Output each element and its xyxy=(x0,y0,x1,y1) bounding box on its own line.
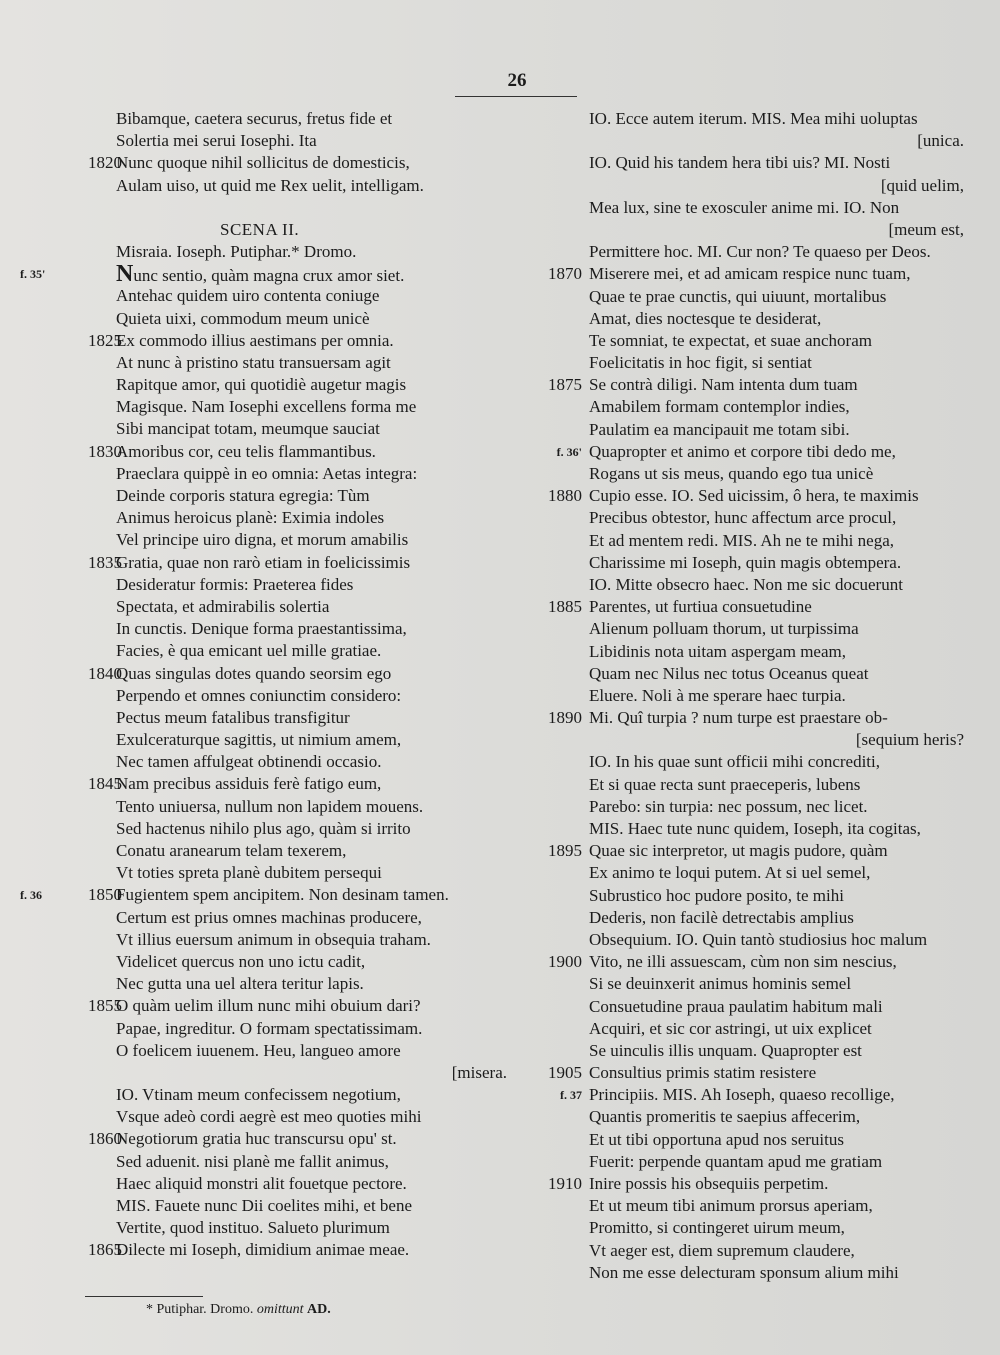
line-number: 1830 xyxy=(88,441,122,461)
verse-line xyxy=(522,774,980,796)
verse-text: Conatu aranearum telam texerem, xyxy=(116,841,347,860)
verse-text: Precibus obtestor, hunc affectum arce procul, xyxy=(589,508,897,528)
verse-text: Rogans ut sis meus, quando ego tua unicè xyxy=(589,464,874,483)
page-number: 26 xyxy=(507,70,527,91)
verse-line xyxy=(20,241,515,263)
verse-line xyxy=(20,1151,515,1173)
verse-line xyxy=(20,1239,515,1261)
line-number: 1855 xyxy=(88,996,122,1016)
verse-text: IO. Ecce autem iterum. MIS. Mea mihi uoluptas xyxy=(589,109,918,128)
right-text-column xyxy=(522,108,980,1284)
verse-text: Perpendo et omnes coniunctim considero: xyxy=(116,685,402,705)
verse-text: Alienum polluam thorum, ut turpissima xyxy=(589,619,859,639)
verse-text xyxy=(116,263,404,287)
line-number: 1825 xyxy=(88,330,122,350)
verse-text: Promitto, si contingeret uirum meum, xyxy=(589,1218,845,1238)
verse-line xyxy=(20,418,515,440)
line-number: 1860 xyxy=(88,1129,122,1149)
verse-text: Deinde corporis statura egregia: Tùm xyxy=(116,486,370,505)
verse-text: Amabilem formam contemplor indies, xyxy=(589,397,850,417)
header-rule xyxy=(455,96,577,97)
verse-text: Mi. Quî turpia ? num turpe est praestare ob- xyxy=(589,708,888,728)
left-text-column xyxy=(20,108,515,1262)
verse-line xyxy=(20,640,515,662)
verse-line xyxy=(522,1084,980,1106)
verse-line xyxy=(20,707,515,729)
verse-text: Non me esse delecturam sponsum alium mihi xyxy=(589,1262,899,1282)
verse-line xyxy=(522,574,980,596)
footnote-text: Putiphar. Dromo. xyxy=(156,1302,254,1317)
verse-text: O foelicem iuuenem. Heu, langueo amore xyxy=(116,1040,401,1060)
line-number: 1835 xyxy=(88,552,122,572)
verse-line xyxy=(20,929,515,951)
verse-line xyxy=(522,330,980,352)
folio-marker: f. 35' xyxy=(20,267,46,282)
verse-text: IO. Mitte obsecro haec. Non me sic docuerunt xyxy=(589,574,903,594)
verse-text: Vt illius euersum animum in obsequia traham. xyxy=(116,929,431,949)
verse-continuation xyxy=(522,729,980,751)
verse-line xyxy=(522,618,980,640)
verse-line xyxy=(20,796,515,818)
verse-text: Sed aduenit. nisi planè me fallit animus, xyxy=(116,1151,389,1171)
verse-text: Consuetudine praua paulatim habitum mali xyxy=(589,996,883,1016)
verse-line xyxy=(20,663,515,685)
footnote xyxy=(146,1300,331,1320)
verse-text: Videlicet quercus non uno ictu cadit, xyxy=(116,951,366,971)
verse-line xyxy=(20,552,515,574)
verse-line xyxy=(20,152,515,174)
verse-text: Solertia mei serui Iosephi. Ita xyxy=(116,131,317,151)
verse-text: Nam precibus assiduis ferè fatigo eum, xyxy=(116,774,382,794)
line-number: 1910 xyxy=(548,1174,582,1193)
verse-continuation xyxy=(522,175,980,197)
verse-text: Negotiorum gratia huc transcursu opu' st. xyxy=(116,1129,397,1149)
verse-text: Bibamque, caetera securus, fretus fide et xyxy=(116,109,393,128)
verse-line xyxy=(522,862,980,884)
verse-text: Magisque. Nam Iosephi excellens forma me xyxy=(116,397,417,417)
verse-line xyxy=(522,263,980,285)
verse-text: Mea lux, sine te exosculer anime mi. IO. Non xyxy=(589,197,900,217)
verse-text: Acquiri, et sic cor astringi, ut uix explicet xyxy=(589,1018,872,1038)
verse-text: Eluere. Noli à me sperare haec turpia. xyxy=(589,685,846,705)
verse-text: [meum est, xyxy=(888,219,964,239)
verse-text: Fugientem spem ancipitem. Non desinam tamen. xyxy=(116,885,449,905)
verse-text: At nunc à pristino statu transuersam agit xyxy=(116,352,391,372)
drop-cap: N xyxy=(116,261,134,288)
verse-line xyxy=(522,352,980,374)
verse-line xyxy=(522,108,980,130)
verse-text: Animus heroicus planè: Eximia indoles xyxy=(116,508,385,528)
verse-text: Aulam uiso, ut quid me Rex uelit, intelligam. xyxy=(116,175,424,195)
verse-line xyxy=(20,751,515,773)
verse-text: Desideratur formis: Praeterea fides xyxy=(116,574,354,594)
verse-text: Sed hactenus nihilo plus ago, quàm si irrito xyxy=(116,818,411,838)
scene-heading xyxy=(20,219,515,241)
verse-text: Exulceraturque sagittis, ut nimium amem, xyxy=(116,730,402,750)
verse-text: Inire possis his obsequiis perpetim. xyxy=(589,1174,829,1193)
verse-text: Sibi mancipat totam, meumque sauciat xyxy=(116,419,380,439)
verse-line xyxy=(20,1084,515,1106)
verse-text: Quieta uixi, commodum meum unicè xyxy=(116,308,370,328)
verse-text: Quae sic interpretor, ut magis pudore, quàm xyxy=(589,841,888,861)
verse-line xyxy=(522,419,980,441)
verse-line xyxy=(522,818,980,840)
verse-text: Ex commodo illius aestimans per omnia. xyxy=(116,330,394,350)
verse-line xyxy=(20,995,515,1017)
verse-text: Vertite, quod instituo. Salueto plurimum xyxy=(116,1218,390,1238)
verse-text: Et ut meum tibi animum prorsus aperiam, xyxy=(589,1196,873,1216)
verse-line xyxy=(20,285,515,307)
verse-line xyxy=(522,530,980,552)
verse-text: Papae, ingreditur. O formam spectatissimam. xyxy=(116,1018,423,1038)
verse-text: Et si quae recta sunt praeceperis, lubens xyxy=(589,774,861,794)
verse-line xyxy=(522,1018,980,1040)
verse-line xyxy=(20,1128,515,1150)
verse-line xyxy=(522,907,980,929)
verse-line xyxy=(522,663,980,685)
verse-line xyxy=(522,885,980,907)
verse-text: Charissime mi Ioseph, quin magis obtempera. xyxy=(589,552,902,572)
verse-line xyxy=(20,840,515,862)
verse-text: Vsque adeò cordi aegrè est meo quoties mihi xyxy=(116,1107,422,1127)
verse-line xyxy=(522,286,980,308)
verse-text: Vt toties spreta planè dubitem persequi xyxy=(116,863,382,883)
footnote-rule xyxy=(85,1296,203,1297)
verse-line xyxy=(522,441,980,463)
verse-line xyxy=(522,973,980,995)
verse-line xyxy=(20,1173,515,1195)
verse-text: Vel principe uiro digna, et morum amabilis xyxy=(116,530,409,550)
verse-line xyxy=(20,973,515,995)
verse-text: [sequium heris? xyxy=(855,730,964,750)
verse-text: Nec gutta una uel altera teritur lapis. xyxy=(116,974,364,994)
verse-line xyxy=(522,1262,980,1284)
verse-line xyxy=(20,884,515,906)
verse-line xyxy=(522,840,980,862)
verse-text-rest: unc sentio, quàm magna crux amor siet. xyxy=(133,266,405,286)
verse-line xyxy=(20,596,515,618)
verse-line xyxy=(20,108,515,130)
verse-text: MIS. Haec tute nunc quidem, Ioseph, ita cogitas, xyxy=(589,819,921,838)
verse-text: Quas singulas dotes quando seorsim ego xyxy=(116,663,392,683)
verse-text: In cunctis. Denique forma praestantissima, xyxy=(116,619,407,639)
verse-text: Quam nec Nilus nec totus Oceanus queat xyxy=(589,663,869,683)
line-number: 1865 xyxy=(88,1240,122,1260)
verse-text: Gratia, quae non rarò etiam in foelicissimis xyxy=(116,552,411,572)
verse-line xyxy=(20,529,515,551)
verse-line xyxy=(522,152,980,174)
line-number: 1905 xyxy=(548,1063,582,1083)
verse-text: Quantis promeritis te saepius affecerim, xyxy=(589,1107,861,1127)
verse-line xyxy=(522,485,980,507)
verse-text: [quid uelim, xyxy=(880,175,964,195)
verse-text: Rapitque amor, qui quotidiè augetur magis xyxy=(116,375,407,395)
verse-text: O quàm uelim illum nunc mihi obuium dari? xyxy=(116,996,421,1016)
verse-text: Amat, dies noctesque te desiderat, xyxy=(589,308,822,328)
verse-text: Antehac quidem uiro contenta coniuge xyxy=(116,286,380,306)
verse-line xyxy=(522,1129,980,1151)
folio-marker: f. 37 xyxy=(560,1088,582,1103)
verse-text: Pectus meum fatalibus transfigitur xyxy=(116,707,350,727)
verse-line xyxy=(20,1018,515,1040)
verse-line xyxy=(522,596,980,618)
verse-text: Vito, ne illi assuescam, cùm non sim nescius, xyxy=(589,952,897,972)
verse-text: Quae te prae cunctis, qui uiuunt, mortalibus xyxy=(589,286,887,306)
verse-text: Permittere hoc. MI. Cur non? Te quaeso per Deos. xyxy=(589,242,931,262)
verse-text: Obsequium. IO. Quin tantò studiosius hoc malum xyxy=(589,929,928,949)
verse-text: SCENA II. xyxy=(220,219,300,239)
verse-line xyxy=(20,818,515,840)
verse-text: Facies, è qua emicant uel mille gratiae. xyxy=(116,641,382,661)
verse-text: Cupio esse. IO. Sed uicissim, ô hera, te maximis xyxy=(589,486,919,506)
verse-line xyxy=(522,1217,980,1239)
verse-line xyxy=(522,1062,980,1084)
verse-text: IO. Quid his tandem hera tibi uis? MI. Nosti xyxy=(589,153,891,173)
verse-line xyxy=(20,618,515,640)
verse-text: Certum est prius omnes machinas producere, xyxy=(116,907,422,927)
line-number: 1870 xyxy=(548,264,582,284)
verse-line xyxy=(522,1240,980,1262)
blank-line xyxy=(20,197,515,219)
verse-text: Foelicitatis in hoc figit, si sentiat xyxy=(589,353,812,373)
verse-line xyxy=(20,1217,515,1239)
verse-line xyxy=(20,907,515,929)
verse-text: Principiis. MIS. Ah Ioseph, quaeso recollige, xyxy=(589,1085,895,1105)
verse-line xyxy=(20,951,515,973)
line-number: 1850 xyxy=(88,885,122,905)
verse-line xyxy=(522,796,980,818)
verse-line xyxy=(522,707,980,729)
verse-line xyxy=(522,374,980,396)
verse-line xyxy=(20,374,515,396)
verse-text: Te somniat, te expectat, et suae anchoram xyxy=(589,330,872,350)
verse-text: Subrustico hoc pudore posito, te mihi xyxy=(589,885,844,905)
verse-line xyxy=(20,862,515,884)
line-number: 1890 xyxy=(548,708,582,728)
folio-marker: f. 36 xyxy=(20,888,42,903)
verse-text: Nec tamen affulgeat obtinendi occasio. xyxy=(116,752,382,772)
verse-line xyxy=(522,951,980,973)
verse-line xyxy=(20,507,515,529)
verse-line xyxy=(522,996,980,1018)
verse-line xyxy=(20,308,515,330)
verse-continuation xyxy=(522,219,980,241)
footnote-marker: * xyxy=(146,1302,153,1317)
verse-text: IO. Vtinam meum confecissem negotium, xyxy=(116,1085,401,1105)
line-number: 1820 xyxy=(88,153,122,173)
verse-line xyxy=(522,396,980,418)
verse-line xyxy=(20,330,515,352)
line-number: 1880 xyxy=(548,486,582,506)
line-number: 1845 xyxy=(88,774,122,794)
verse-continuation xyxy=(522,130,980,152)
verse-line xyxy=(522,1173,980,1195)
footnote-italic: omittunt xyxy=(256,1302,304,1317)
verse-line xyxy=(20,352,515,374)
verse-text: [misera. xyxy=(451,1062,507,1082)
verse-text: Amoribus cor, ceu telis flammantibus. xyxy=(116,441,376,461)
verse-text: Misraia. Ioseph. Putiphar.* Dromo. xyxy=(116,241,357,261)
verse-text: IO. In his quae sunt officii mihi concrediti, xyxy=(589,752,880,772)
verse-line xyxy=(20,463,515,485)
verse-line xyxy=(20,773,515,795)
verse-text: MIS. Fauete nunc Dii coelites mihi, et bene xyxy=(116,1196,413,1215)
verse-line xyxy=(20,1106,515,1128)
verse-line xyxy=(20,1195,515,1217)
verse-text: Parebo: sin turpia: nec possum, nec licet. xyxy=(589,796,868,816)
verse-line xyxy=(20,729,515,751)
verse-line xyxy=(522,685,980,707)
verse-line xyxy=(522,1195,980,1217)
line-number: 1840 xyxy=(88,663,122,683)
verse-text: Spectata, et admirabilis solertia xyxy=(116,596,330,616)
verse-line xyxy=(522,641,980,663)
verse-line xyxy=(20,685,515,707)
verse-line xyxy=(20,1040,515,1062)
folio-marker: f. 36' xyxy=(556,444,582,459)
verse-line xyxy=(522,241,980,263)
verse-text: Praeclara quippè in eo omnia: Aetas integra: xyxy=(116,463,418,483)
verse-text: Consultius primis statim resistere xyxy=(589,1063,817,1083)
verse-continuation xyxy=(20,1062,515,1084)
verse-text: Haec aliquid monstri alit fouetque pectore. xyxy=(116,1173,407,1193)
verse-text: Paulatim ea mancipauit me totam sibi. xyxy=(589,419,850,439)
verse-line xyxy=(20,396,515,418)
verse-text: Et ad mentem redi. MIS. Ah ne te mihi nega, xyxy=(589,530,894,550)
verse-line xyxy=(20,441,515,463)
line-number: 1895 xyxy=(548,841,582,861)
verse-line xyxy=(20,175,515,197)
verse-line xyxy=(522,197,980,219)
verse-text: Et ut tibi opportuna apud nos seruitus xyxy=(589,1129,844,1149)
verse-text: Miserere mei, et ad amicam respice nunc tuam, xyxy=(589,264,911,284)
verse-line xyxy=(522,308,980,330)
verse-line xyxy=(20,261,515,288)
verse-line xyxy=(20,574,515,596)
line-number: 1875 xyxy=(548,375,582,395)
verse-text: Tento uniuersa, nullum non lapidem mouens. xyxy=(116,796,424,816)
verse-line xyxy=(522,751,980,773)
verse-line xyxy=(20,130,515,152)
verse-text: Nunc quoque nihil sollicitus de domesticis, xyxy=(116,153,410,173)
verse-text: Ex animo te loqui putem. At si uel semel, xyxy=(589,863,871,883)
verse-line xyxy=(522,552,980,574)
verse-text: Dilecte mi Ioseph, dimidium animae meae. xyxy=(116,1240,410,1260)
verse-text: Vt aeger est, diem supremum claudere, xyxy=(589,1240,855,1260)
verse-line xyxy=(522,1106,980,1128)
line-number: 1885 xyxy=(548,597,582,617)
verse-line xyxy=(522,463,980,485)
verse-text: Parentes, ut furtiua consuetudine xyxy=(589,597,812,617)
footnote-siglum: AD. xyxy=(307,1302,331,1317)
verse-line xyxy=(522,507,980,529)
verse-text: Fuerit: perpende quantam apud me gratiam xyxy=(589,1151,883,1171)
verse-text: Dederis, non facilè detrectabis amplius xyxy=(589,907,854,927)
verse-text: Libidinis nota uitam aspergam meam, xyxy=(589,641,846,661)
verse-line xyxy=(522,1040,980,1062)
line-number: 1900 xyxy=(548,952,582,972)
verse-line xyxy=(522,929,980,951)
verse-text: Quapropter et animo et corpore tibi dedo me, xyxy=(589,441,896,461)
verse-text: Se uinculis illis unquam. Quapropter est xyxy=(589,1040,862,1060)
verse-text: [unica. xyxy=(917,131,964,151)
verse-text: Si se deuinxerit animus hominis semel xyxy=(589,974,852,994)
verse-line xyxy=(20,485,515,507)
verse-text: Se contrà diligi. Nam intenta dum tuam xyxy=(589,375,858,395)
verse-line xyxy=(522,1151,980,1173)
